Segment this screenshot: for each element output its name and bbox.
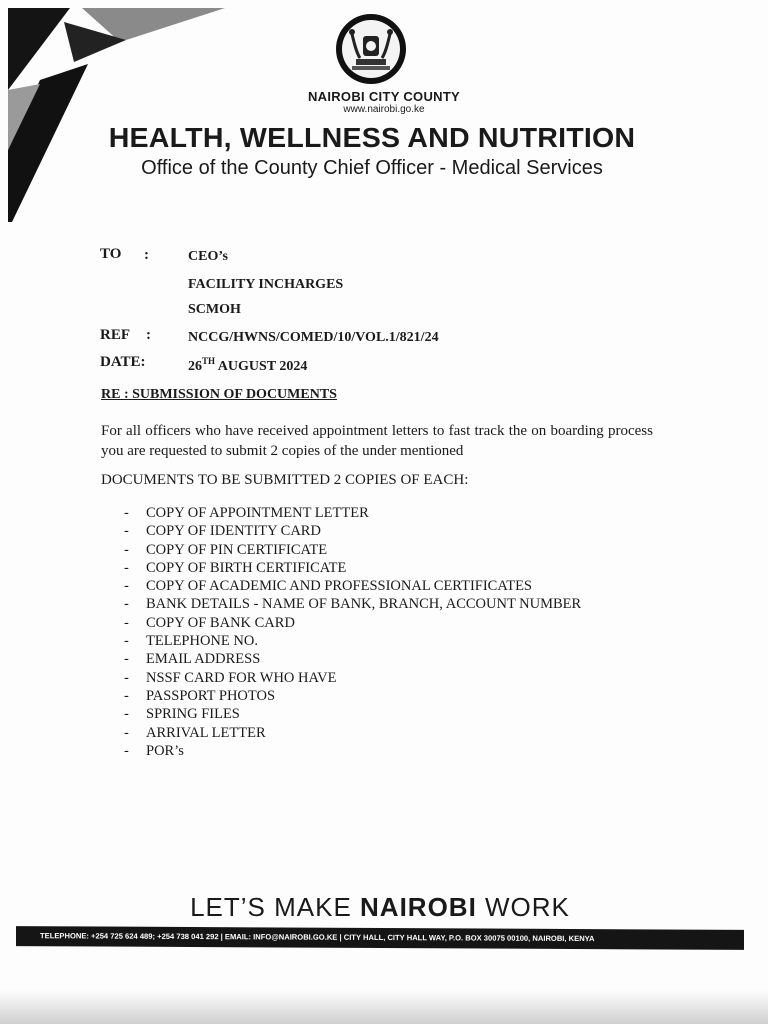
date-value: 26TH AUGUST 2024 xyxy=(188,356,308,374)
county-name: NAIROBI CITY COUNTY xyxy=(307,89,461,104)
letter-body: For all officers who have received appointment letters to fast track the on boarding process you are requested to submit 2 copies of the under mentioned xyxy=(101,423,653,459)
footer-slogan: LET’S MAKE NAIROBI WORK xyxy=(190,892,570,922)
ref-value: NCCG/HWNS/COMED/10/VOL.1/821/24 xyxy=(188,330,439,345)
documents-heading: DOCUMENTS TO BE SUBMITTED 2 COPIES OF EACH: xyxy=(101,472,469,488)
page-edge-shadow xyxy=(0,990,768,1024)
to-label: TO xyxy=(100,246,122,262)
office-subtitle: Office of the County Chief Officer - Medical Services xyxy=(141,157,603,179)
department-title: HEALTH, WELLNESS AND NUTRITION xyxy=(108,122,636,153)
to-recipient-scmoh: SCMOH xyxy=(188,302,241,317)
letter-page: NAIROBI CITY COUNTY www.nairobi.go.ke HEALTH, WELLNESS AND NUTRITION Office of the County Chief Officer - Medical Services TO : CEO’s FACILITY INCHARGES SCMOH REF : NCCG/HWNS/COMED/10/VOL.1/821/24 DATE: 26TH AUGUST 2024 RE : SUBMISSION OF DOCUMENTS For all officers who have received appointment letters to fast track the on boarding process you are requested to submit 2 copies of the under mentioned DOCUMENTS TO BE SUBMITTED 2 COPIES OF EACH: - COPY OF APPOINTMENT LETTER - COPY OF IDENTITY CARD - COPY OF PIN CERTIFICATE - COPY OF BIRTH CERTIFICATE - COPY OF ACADEMIC AND PROFESSIONAL CERTIFICATES - BANK DETAILS - NAME OF BANK, BRANCH, ACCOUNT NUMBER - COPY OF BANK CARD - TELEPHONE NO. - EMAIL ADDRESS - NSSF CARD FOR WHO HAVE - PASSPORT PHOTOS - SPRING FILES - ARRIVAL LETTER - POR’s LET’S MAKE NAIROBI WORK TELEPHONE: +254 725 624 489; +254 738 041 292 | EMAIL: INFO@NAIROBI.GO.KE | CITY HALL, CITY HALL WAY, P.O. BOX 30075 00100, NAIROBI, KENYA xyxy=(0,0,768,1024)
to-recipient-ceos: CEO’s xyxy=(188,249,228,264)
corner-decoration xyxy=(0,0,240,230)
county-website: www.nairobi.go.ke xyxy=(343,104,425,115)
ref-colon: : xyxy=(146,327,151,343)
subject-line: RE : SUBMISSION OF DOCUMENTS xyxy=(101,387,337,402)
date-label: DATE: xyxy=(100,354,146,370)
to-colon: : xyxy=(144,247,149,263)
ref-label: REF xyxy=(100,327,130,343)
to-recipient-facility-incharges: FACILITY INCHARGES xyxy=(188,277,344,292)
county-seal-logo xyxy=(334,12,408,86)
footer-contact-bar: TELEPHONE: +254 725 624 489; +254 738 041 292 | EMAIL: INFO@NAIROBI.GO.KE | CITY HALL, CITY HALL WAY, P.O. BOX 30075 00100, NAIROBI, KENYA xyxy=(16,926,744,950)
